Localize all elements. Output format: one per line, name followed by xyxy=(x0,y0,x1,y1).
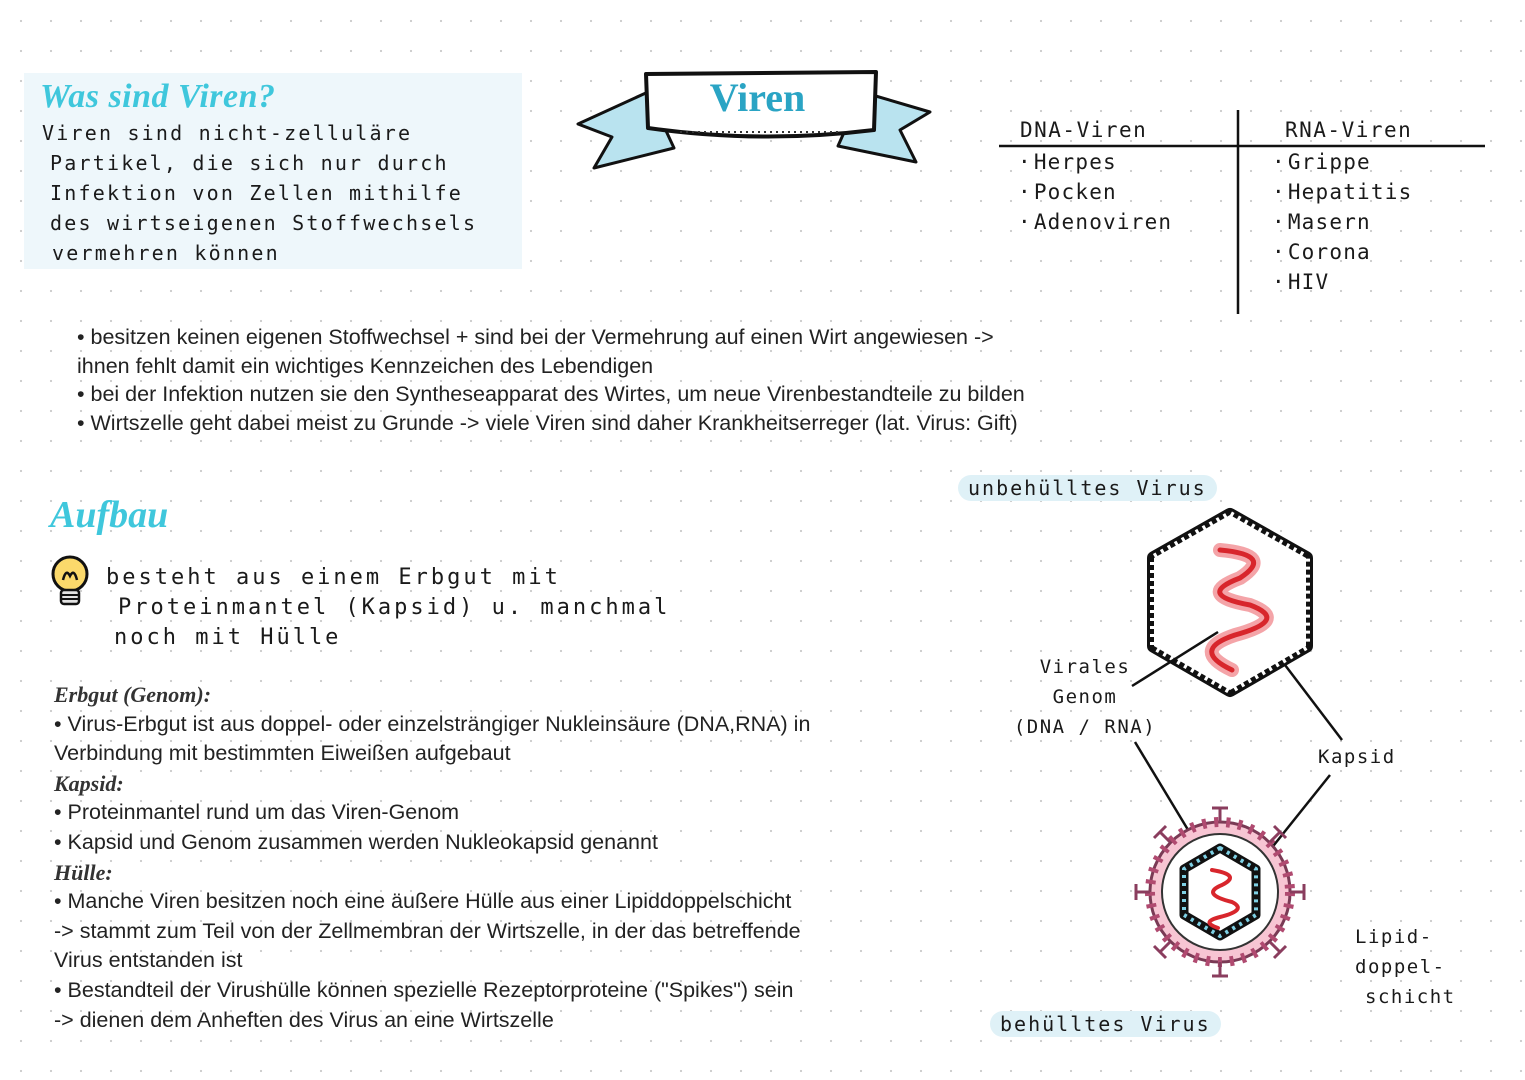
page-title: Viren xyxy=(709,75,806,120)
capsid-label: Kapsid xyxy=(1318,746,1396,768)
genome-label-line: Virales xyxy=(1039,656,1131,678)
huelle-heading: Hülle: xyxy=(54,859,113,885)
detail-item: • Proteinmantel rund um das Viren-Genom xyxy=(54,798,934,828)
detail-item: • Manche Viren besitzen noch eine äußere Hülle aus einer Lipiddoppelschicht xyxy=(54,887,934,917)
intro-line: Partikel, die sich nur durch xyxy=(50,151,449,175)
structure-details xyxy=(54,680,934,1035)
intro-line: des wirtseigenen Stoffwechsels xyxy=(50,211,478,235)
detail-item-continued: Verbindung mit bestimmten Eiweißen aufgebaut xyxy=(54,741,511,766)
dna-viren-list xyxy=(1018,147,1172,237)
aufbau-heading: Aufbau xyxy=(50,494,169,536)
detail-item-continued: -> stammt zum Teil von der Zellmembran der Wirtszelle, in der das betreffende xyxy=(54,918,801,943)
intro-definition xyxy=(42,118,522,268)
fact-item: • besitzen keinen eigenen Stoffwechsel + sind bei der Vermehrung auf einen Wirt angewiesen -> xyxy=(77,323,1157,352)
intro-heading: Was sind Viren? xyxy=(40,78,276,115)
genome-label xyxy=(1000,652,1170,742)
list-item: · HIV xyxy=(1272,267,1412,297)
facts-list xyxy=(77,323,1157,437)
fact-item-continued: ihnen fehlt damit ein wichtiges Kennzeichen des Lebendigen xyxy=(77,353,654,378)
list-item: · Grippe xyxy=(1272,147,1412,177)
enveloped-virus-label: behülltes Virus xyxy=(990,1011,1221,1037)
intro-line: Infektion von Zellen mithilfe xyxy=(50,181,463,205)
lightbulb-icon xyxy=(44,554,96,610)
intro-line: vermehren können xyxy=(52,241,280,265)
list-item: · Adenoviren xyxy=(1018,207,1172,237)
lipid-label-line: Lipid- xyxy=(1355,926,1433,948)
genome-label-line: Genom xyxy=(1052,686,1118,708)
aufbau-summary xyxy=(106,563,866,653)
detail-item: • Kapsid und Genom zusammen werden Nukleokapsid genannt xyxy=(54,828,934,858)
lipid-label-line: doppel- xyxy=(1355,956,1446,978)
dna-viren-header: DNA-Viren xyxy=(1020,118,1148,142)
detail-item-continued: Virus entstanden ist xyxy=(54,948,243,973)
rna-viren-header: RNA-Viren xyxy=(1285,118,1413,142)
genome-label-line: (DNA / RNA) xyxy=(1013,716,1157,738)
list-item: · Masern xyxy=(1272,207,1412,237)
fact-item: • bei der Infektion nutzen sie den Syntheseapparat des Wirtes, um neue Virenbestandteile zu bilden xyxy=(77,380,1157,409)
lipid-label-line: schicht xyxy=(1365,986,1456,1008)
aufbau-line: Proteinmantel (Kapsid) u. manchmal xyxy=(118,595,671,620)
unenveloped-virus-label: unbehülltes Virus xyxy=(958,475,1217,501)
aufbau-line: besteht aus einem Erbgut mit xyxy=(106,565,561,590)
kapsid-heading: Kapsid: xyxy=(54,770,124,796)
unenveloped-virus-drawing xyxy=(1154,515,1306,690)
list-item: · Hepatitis xyxy=(1272,177,1412,207)
erbgut-heading: Erbgut (Genom): xyxy=(54,682,212,707)
intro-line: Viren sind nicht-zelluläre xyxy=(42,121,413,145)
detail-item: • Virus-Erbgut ist aus doppel- oder einzelsträngiger Nukleinsäure (DNA,RNA) in xyxy=(54,710,934,740)
lipid-bilayer-label xyxy=(1355,922,1485,1012)
list-item: · Corona xyxy=(1272,237,1412,267)
aufbau-line: noch mit Hülle xyxy=(114,625,342,650)
list-item: · Herpes xyxy=(1018,147,1172,177)
enveloped-virus-drawing xyxy=(1136,808,1304,976)
fact-item: • Wirtszelle geht dabei meist zu Grunde -> viele Viren sind daher Krankheitserreger (lat. Virus: Gift) xyxy=(77,409,1157,438)
rna-viren-list xyxy=(1272,147,1412,297)
detail-item: • Bestandteil der Virushülle können spezielle Rezeptorproteine ("Spikes") sein xyxy=(54,976,934,1006)
list-item: · Pocken xyxy=(1018,177,1172,207)
detail-item-continued: -> dienen dem Anheften des Virus an eine Wirtszelle xyxy=(54,1007,554,1032)
